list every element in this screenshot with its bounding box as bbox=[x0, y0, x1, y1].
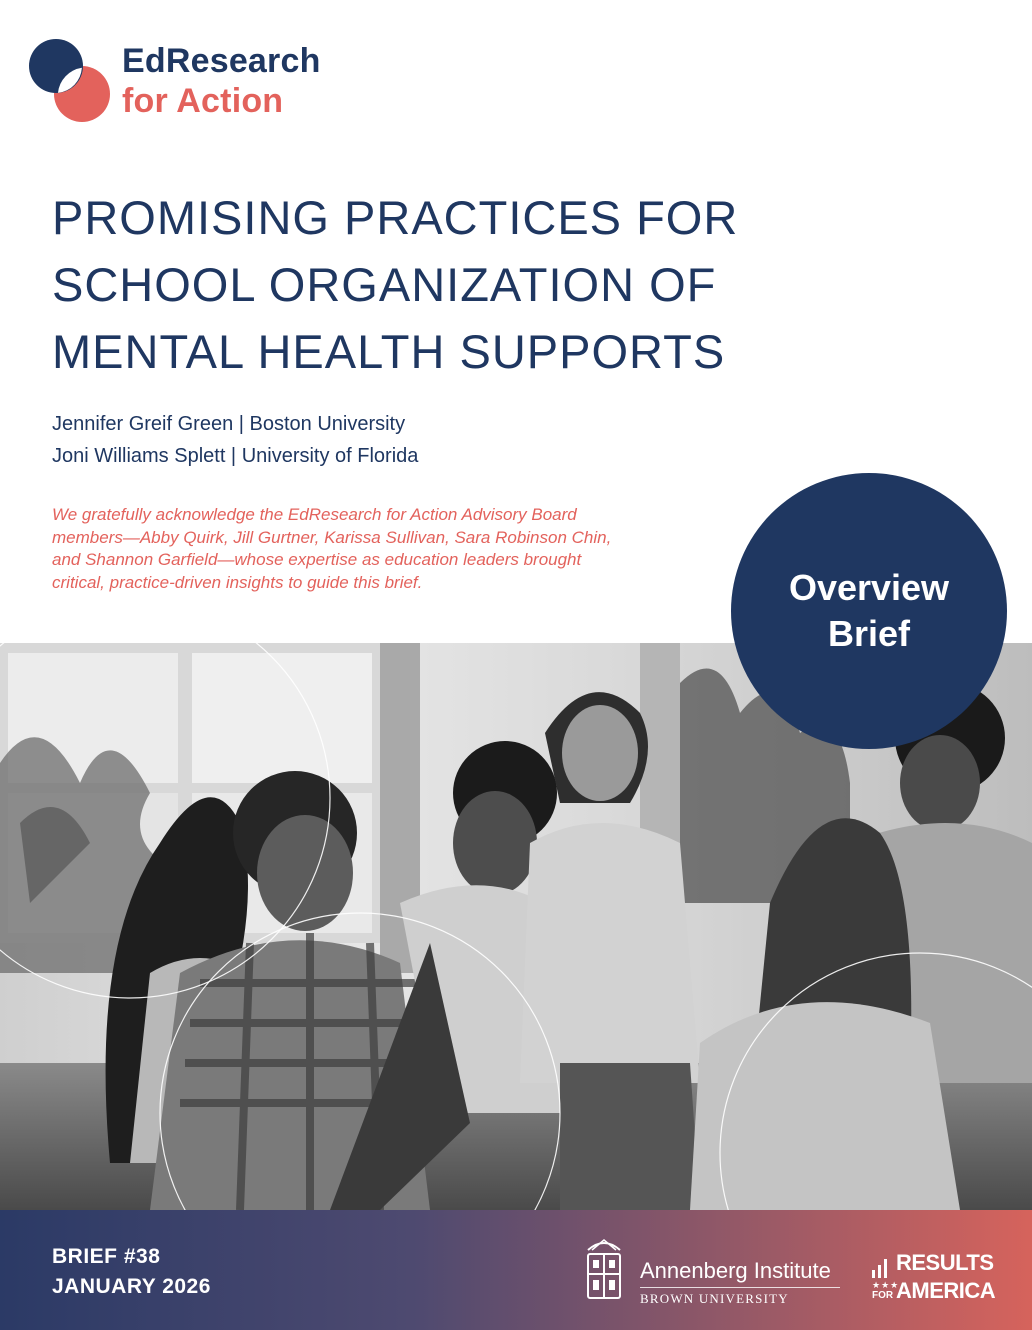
results-for-america-logo bbox=[870, 1250, 1000, 1306]
badge-line-2: Brief bbox=[827, 613, 911, 654]
rfa-america-text: AMERICA bbox=[896, 1278, 996, 1303]
title-line-1: PROMISING PRACTICES FOR bbox=[52, 191, 739, 244]
logo-line-for-action: for Action bbox=[122, 82, 284, 120]
ack-line-4: critical, practice-driven insights to guide this brief. bbox=[52, 572, 423, 592]
overview-brief-badge bbox=[731, 473, 1007, 749]
author-2: Joni Williams Splett | University of Florida bbox=[52, 445, 419, 467]
rfa-results-text: RESULTS bbox=[896, 1250, 994, 1275]
rfa-for-text: FOR bbox=[872, 1290, 894, 1301]
edresearch-logo bbox=[28, 38, 348, 128]
ack-line-1: We gratefully acknowledge the EdResearch for Action Advisory Board bbox=[52, 505, 577, 524]
brown-seal-icon bbox=[584, 1234, 624, 1306]
logo-line-edresearch: EdResearch bbox=[122, 42, 321, 80]
brief-info bbox=[52, 1242, 211, 1302]
logo-circles-icon bbox=[28, 38, 112, 128]
author-list bbox=[52, 408, 418, 472]
bar-chart-icon bbox=[870, 1256, 892, 1278]
title-line-3: MENTAL HEALTH SUPPORTS bbox=[52, 325, 726, 378]
badge-line-1: Overview bbox=[788, 567, 950, 608]
ack-line-2: members—Abby Quirk, Jill Gurtner, Karissa Sullivan, Sara Robinson Chin, bbox=[52, 527, 612, 547]
acknowledgment-text bbox=[52, 504, 712, 594]
brief-number: BRIEF #38 bbox=[52, 1245, 161, 1268]
author-1: Jennifer Greif Green | Boston University bbox=[52, 413, 406, 435]
annenberg-divider bbox=[640, 1287, 840, 1288]
annenberg-name: Annenberg Institute bbox=[640, 1258, 831, 1283]
rfa-stars-icon: ★★★ bbox=[872, 1280, 900, 1290]
annenberg-logo bbox=[584, 1234, 844, 1310]
title-line-2: SCHOOL ORGANIZATION OF bbox=[52, 258, 717, 311]
footer-band bbox=[0, 1210, 1032, 1330]
brown-university-label: BROWN UNIVERSITY bbox=[640, 1291, 789, 1306]
ack-line-3: and Shannon Garfield—whose expertise as education leaders brought bbox=[52, 550, 582, 569]
brief-date: JANUARY 2026 bbox=[52, 1275, 211, 1298]
brief-title bbox=[52, 184, 932, 385]
